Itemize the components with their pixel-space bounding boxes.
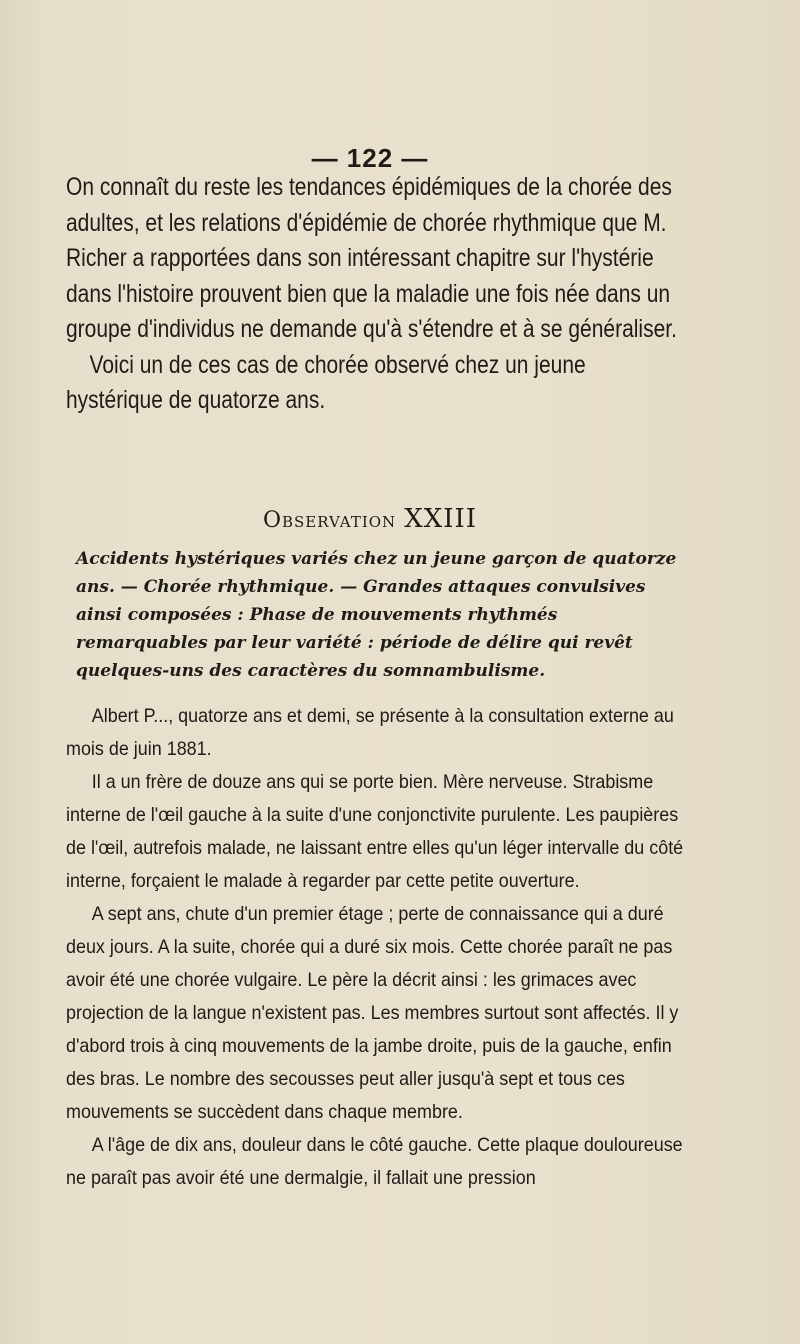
observation-paragraph: Albert P..., quatorze ans et demi, se présente à la consultation externe au mois de juin 1881.	[66, 705, 674, 760]
intro-paragraph-1: On connaît du reste les tendances épidémiques de la chorée des adultes, et les relations d'épidémie de chorée rhythmique que M. Richer a rapportées dans son intéressant chapitre sur l'hystérie dans l'histoire prouvent bien que la maladie une fois née dans un groupe d'individus ne demande qu'à s'étendre et à se généraliser.	[66, 173, 677, 343]
observation-label: Observation	[262, 508, 397, 533]
intro-paragraph-2: Voici un de ces cas de chorée observé chez un jeune hystérique de quatorze ans.	[66, 350, 586, 414]
observation-paragraph: A l'âge de dix ans, douleur dans le côté gauche. Cette plaque douloureuse ne paraît pas avoir été une dermalgie, il fallait une pression	[66, 1134, 683, 1189]
observation-body	[66, 700, 684, 1195]
observation-title	[0, 504, 740, 534]
observation-numeral: XXIII	[404, 504, 478, 534]
observation-paragraph: Il a un frère de douze ans qui se porte bien. Mère nerveuse. Strabisme interne de l'œil gauche à la suite d'une conjonctivite purulente. Les paupières de l'œil, autrefois malade, ne laissant entre elles qu'un léger intervalle du côté interne, forçaient le malade à regarder par cette petite ouverture.	[66, 771, 684, 892]
observation-paragraph: A sept ans, chute d'un premier étage ; perte de connaissance qui a duré deux jours. A la suite, chorée qui a duré six mois. Cette chorée paraît ne pas avoir été une chorée vulgaire. Le père la décrit ainsi : les grimaces avec projection de la langue n'existent pas. Les membres surtout sont affectés. Il y d'abord trois à cinq mouvements de la jambe droite, puis de la gauche, enfin des bras. Le nombre des secousses peut aller jusqu'à sept et tous ces mouvements se succèdent dans chaque membre.	[66, 903, 679, 1123]
page-number: — 122 —	[311, 143, 429, 173]
intro-text	[66, 170, 686, 419]
observation-summary: Accidents hystériques variés chez un jeune garçon de quatorze ans. — Chorée rhythmique. — Grandes attaques convulsives ainsi composées : Phase de mouvements rhythmés remarquables par leur variété : période de délire qui revêt quelques-uns des caractères du somnambulisme.	[76, 549, 677, 681]
